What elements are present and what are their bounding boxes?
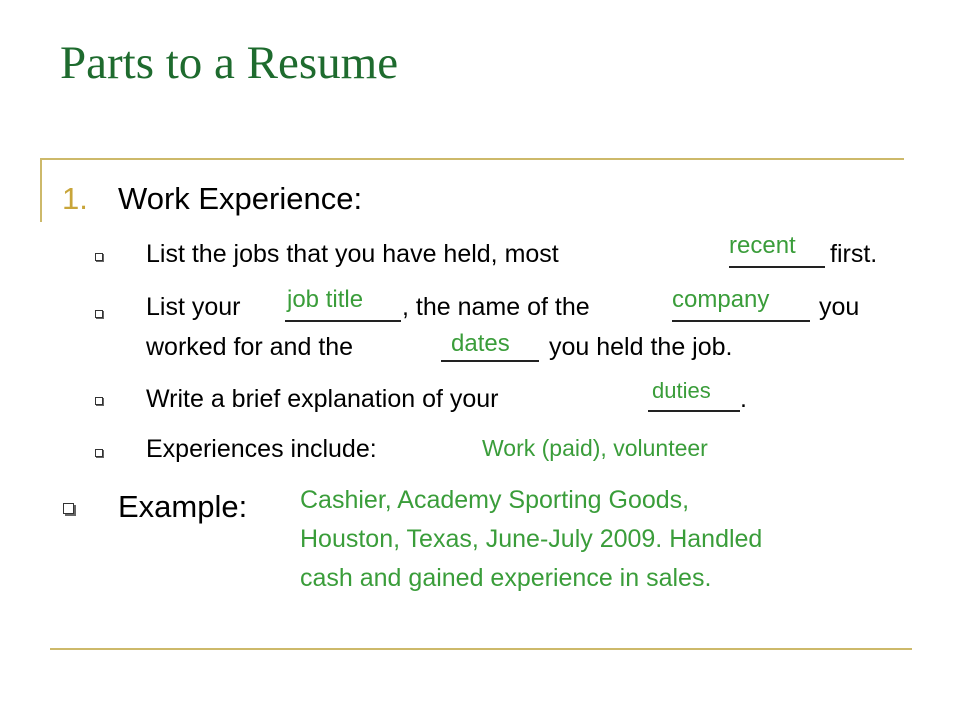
item-4-answer: Work (paid), volunteer [482,435,708,461]
item-2-text-d: worked for and the [146,333,354,361]
item-2-text-e: you held the job. [549,333,733,361]
item-2-text-b: , the name of the [402,293,590,321]
item-4-text: Experiences include: [146,435,377,463]
item-2-text-c: you [819,293,860,321]
square-bullet-icon [95,310,103,318]
square-bullet-icon [95,449,103,457]
example-line-1: Cashier, Academy Sporting Goods, [300,486,690,514]
item-3-text-b: . [740,385,747,413]
item-1-text-b: first. [830,240,878,268]
item-1-answer: recent [729,232,796,259]
item-2-answer-2: company [672,286,770,313]
left-divider [40,158,42,222]
section-heading: Work Experience: [118,181,363,216]
top-divider [40,158,904,160]
square-bullet-icon [95,397,103,405]
item-2-answer-1: job title [287,286,364,313]
section-number: 1. [62,181,88,216]
item-2-blank-1 [285,320,401,322]
example-line-3: cash and gained experience in sales. [300,564,712,592]
item-2-blank-3 [441,360,539,362]
item-1-blank [729,266,825,268]
item-3-answer: duties [652,378,711,403]
slide-title: Parts to a Resume [60,37,399,89]
item-2-answer-3: dates [451,330,510,357]
square-bullet-icon [63,503,74,514]
item-3-blank [648,410,740,412]
bottom-divider [50,648,912,650]
item-1-text-a: List the jobs that you have held, most [146,240,559,268]
example-label: Example: [118,489,248,524]
square-bullet-icon [95,253,103,261]
item-2-blank-2 [672,320,810,322]
item-2-text-a: List your [146,293,241,321]
example-line-2: Houston, Texas, June-July 2009. Handled [300,525,763,553]
item-3-text-a: Write a brief explanation of your [146,385,499,413]
